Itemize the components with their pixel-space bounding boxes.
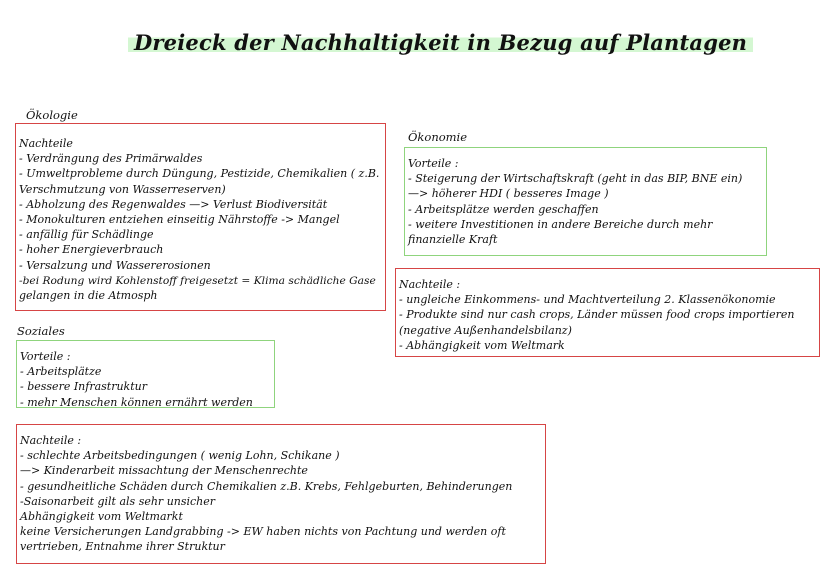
box-line: - Monokulturen entziehen einseitig Nährstoffe -> Mangel xyxy=(19,213,340,227)
box-line: - Umweltprobleme durch Düngung, Pestizide, Chemikalien ( z.B. xyxy=(19,167,380,181)
box-line: - schlechte Arbeitsbedingungen ( wenig Lohn, Schikane ) xyxy=(20,449,340,463)
box-line: - Arbeitsplätze werden geschaffen xyxy=(408,202,599,216)
box-line: -Saisonarbeit gilt als sehr unsicher xyxy=(20,494,216,508)
box-line: Vorteile : xyxy=(20,350,71,363)
box-line: - weitere Investitionen in andere Bereiche durch mehr xyxy=(408,217,713,231)
box-line: -bei Rodung wird Kohlenstoff freigesetzt = Klima schädliche Gase xyxy=(19,273,376,287)
box-line: —> höherer HDI ( besseres Image ) xyxy=(408,187,609,201)
box-line: Nachteile : xyxy=(399,278,461,291)
soziales-vorteile-box xyxy=(16,340,275,408)
box-line: - gesundheitliche Schäden durch Chemikalien z.B. Krebs, Fehlgeburten, Behinderungen xyxy=(20,479,513,493)
box-line: —> Kinderarbeit missachtung der Menschenrechte xyxy=(20,464,308,478)
box-line: gelangen in die Atmosph xyxy=(19,289,158,303)
box-line: - Produkte sind nur cash crops, Länder müssen food crops importieren xyxy=(399,308,795,322)
box-line: - Steigerung der Wirtschaftskraft (geht in das BIP, BNE ein) xyxy=(408,172,743,186)
page-title: Dreieck der Nachhaltigkeit in Bezug auf Plantagen xyxy=(128,30,753,55)
box-line: Nachteile xyxy=(19,137,73,150)
section-label-oekologie: Ökologie xyxy=(26,108,78,122)
box-line: Nachteile : xyxy=(20,434,82,447)
soziales-nachteile-box xyxy=(16,424,546,564)
box-line: - hoher Energieverbrauch xyxy=(19,243,164,257)
box-line: Abhängigkeit vom Weltmarkt xyxy=(20,510,183,524)
box-line: Verschmutzung von Wasserreserven) xyxy=(19,182,226,196)
oekonomie-nachteile-box xyxy=(395,268,820,357)
box-line: (negative Außenhandelsbilanz) xyxy=(399,323,572,337)
box-line: - Versalzung und Wassererosionen xyxy=(19,258,211,272)
box-line: - Verdrängung des Primärwaldes xyxy=(19,152,203,166)
oekonomie-vorteile-box xyxy=(404,147,767,256)
oekologie-nachteile-box xyxy=(15,123,386,311)
box-line: - mehr Menschen können ernährt werden xyxy=(20,395,253,409)
box-line: vertrieben, Entnahme ihrer Struktur xyxy=(20,540,225,554)
box-line: - Arbeitsplätze xyxy=(20,365,102,379)
box-line: Vorteile : xyxy=(408,157,459,170)
box-line: - Abholzung des Regenwaldes —> Verlust Biodiversität xyxy=(19,197,328,211)
box-line: - bessere Infrastruktur xyxy=(20,380,147,394)
section-label-oekonomie: Ökonomie xyxy=(408,130,468,144)
box-line: finanzielle Kraft xyxy=(408,233,498,247)
box-line: - Abhängigkeit vom Weltmark xyxy=(399,338,565,352)
section-label-soziales: Soziales xyxy=(17,324,65,338)
box-line: keine Versicherungen Landgrabbing -> EW haben nichts von Pachtung und werden oft xyxy=(20,525,506,539)
box-line: - anfällig für Schädlinge xyxy=(19,228,154,242)
box-line: - ungleiche Einkommens- und Machtverteilung 2. Klassenökonomie xyxy=(399,293,776,307)
